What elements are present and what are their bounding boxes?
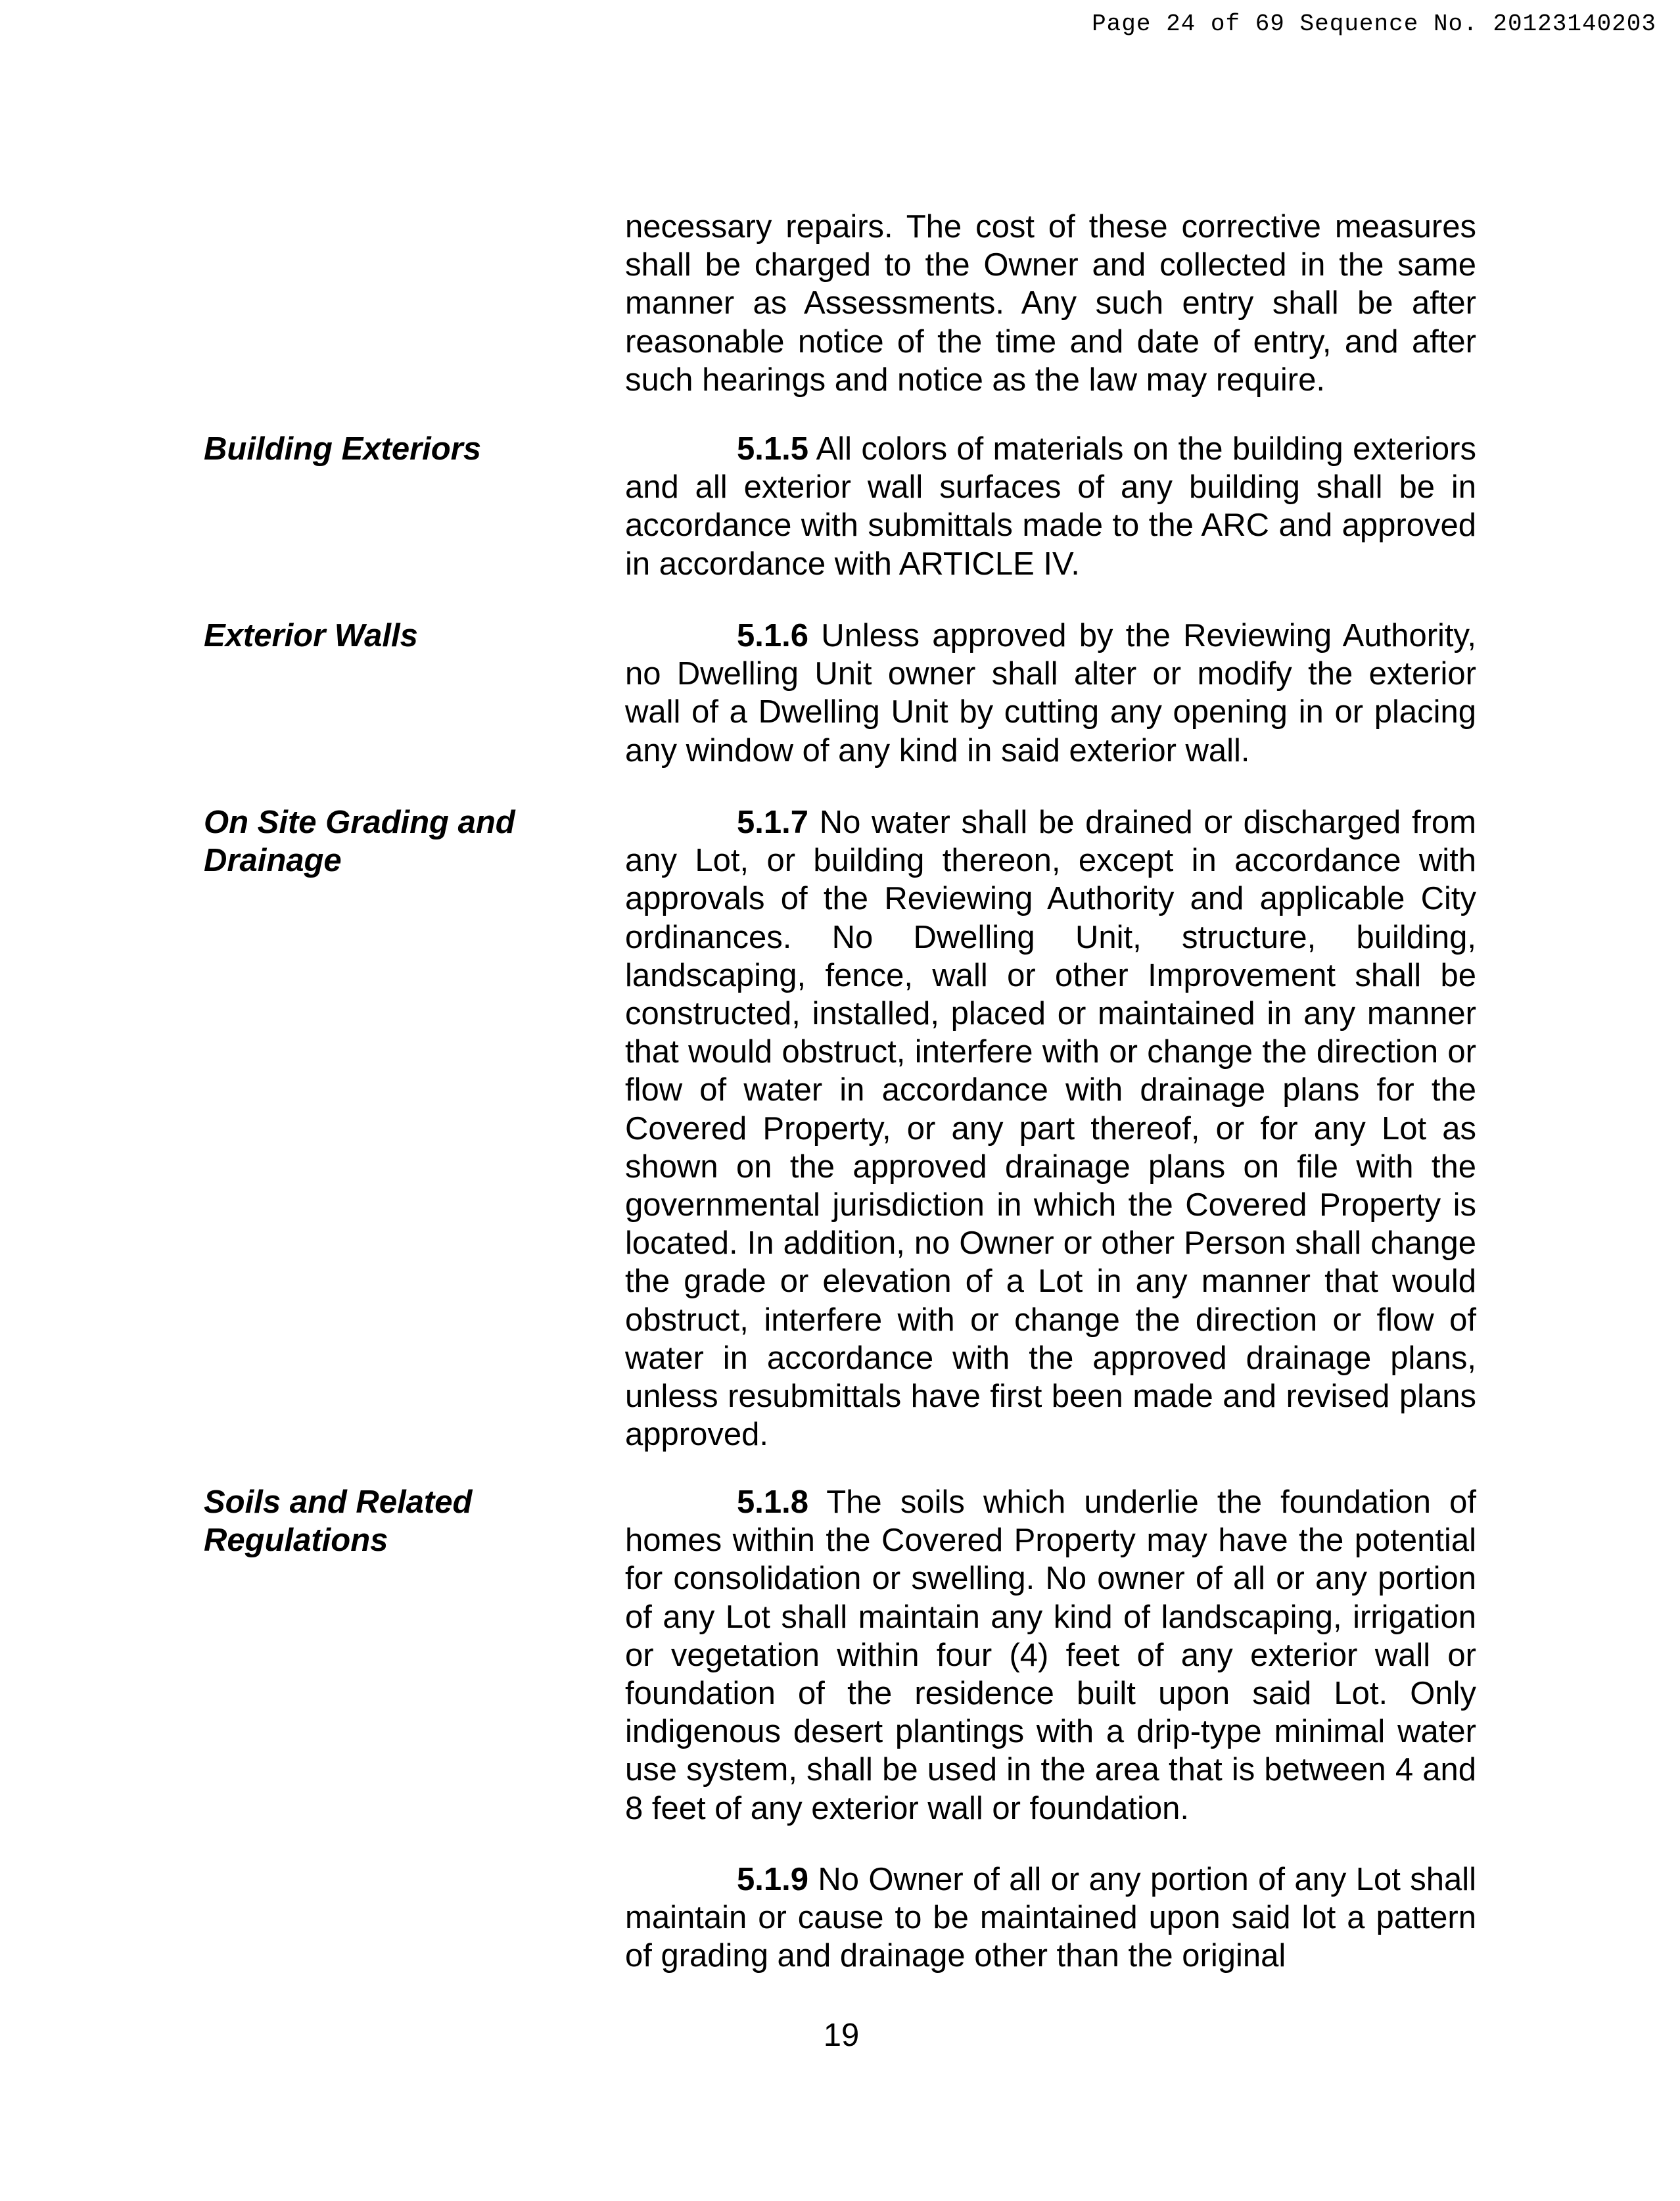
section-5-1-8 xyxy=(625,1483,1476,1828)
section-number: 5.1.9 xyxy=(737,1862,808,1897)
sidenote-heading: Exterior Walls xyxy=(204,618,418,653)
sidenote-heading-line-1: On Site Grading and xyxy=(204,805,515,840)
sidenote-heading: Building Exteriors xyxy=(204,431,482,467)
page-header: Page 24 of 69 Sequence No. 20123140203 xyxy=(1092,11,1656,37)
section-5-1-5 xyxy=(625,430,1476,583)
sidenote-heading-line-2: Drainage xyxy=(204,843,342,879)
page-number: 19 xyxy=(823,2018,860,2053)
section-text: The soils which underlie the foundation of homes within the Covered Property may have the potential for consolidation or swelling. No owner of all or any portion of any Lot shall maintain any kind of landscaping, irrigation or vegetation within four (4) feet of any exterior wall or foundation of the residence built upon said Lot. Only indigenous desert plantings with a drip-type minimal water use system, shall be used in the area that is between 4 and 8 feet of any exterior wall or foundation. xyxy=(625,1484,1477,1826)
section-number: 5.1.7 xyxy=(737,805,808,840)
section-number: 5.1.8 xyxy=(737,1484,808,1520)
sidenote-soils xyxy=(204,1483,598,1559)
sidenote-heading-line-2: Regulations xyxy=(204,1523,388,1559)
section-5-1-9 xyxy=(625,1860,1476,1976)
section-text: No water shall be drained or discharged from any Lot, or building thereon, except in accordance with approvals of the Reviewing Authority and applicable City ordinances. No Dwelling Unit, structure, building, landscaping, fence, wall or other Improvement shall be constructed, installed, placed or maintained in any manner that would obstruct, interfere with or change the direction or flow of water in accordance with drainage plans for the Covered Property, or any part thereof, or for any Lot as shown on the approved drainage plans on file with the governmental jurisdiction in which the Covered Property is located. In addition, no Owner or other Person shall change the grade or elevation of a Lot in any manner that would obstruct, interfere with or change the direction or flow of water in accordance with the approved drainage plans, unless resubmittals have first been made and revised plans approved. xyxy=(625,805,1476,1453)
section-5-1-6 xyxy=(625,617,1476,770)
sidenote-heading-line-1: Soils and Related xyxy=(204,1484,473,1520)
section-number: 5.1.5 xyxy=(737,431,808,467)
continuation-text: necessary repairs. The cost of these corrective measures shall be charged to the Owner and collected in the same manner as Assessments. Any such entry shall be after reasonable notice of the time and date of entry, and after such hearings and notice as the law may require. xyxy=(625,209,1476,398)
sidenote-exterior-walls xyxy=(204,617,598,655)
section-text: Unless approved by the Reviewing Authority, no Dwelling Unit owner shall alter or modify the exterior wall of a Dwelling Unit by cutting any opening in or placing any window of any kind in said exterior wall. xyxy=(625,618,1476,769)
sidenote-on-site-grading xyxy=(204,803,598,880)
section-number: 5.1.6 xyxy=(737,618,808,653)
section-text: All colors of materials on the building exteriors and all exterior wall surfaces of any building shall be in accordance with submittals made to the ARC and approved in accordance with ARTICLE IV. xyxy=(625,431,1476,582)
sidenote-building-exteriors xyxy=(204,430,598,468)
section-text: No Owner of all or any portion of any Lot shall maintain or cause to be maintained upon said lot a pattern of grading and drainage other than the original xyxy=(625,1862,1476,1974)
section-5-1-7 xyxy=(625,803,1476,1454)
continuation-paragraph xyxy=(625,208,1476,399)
